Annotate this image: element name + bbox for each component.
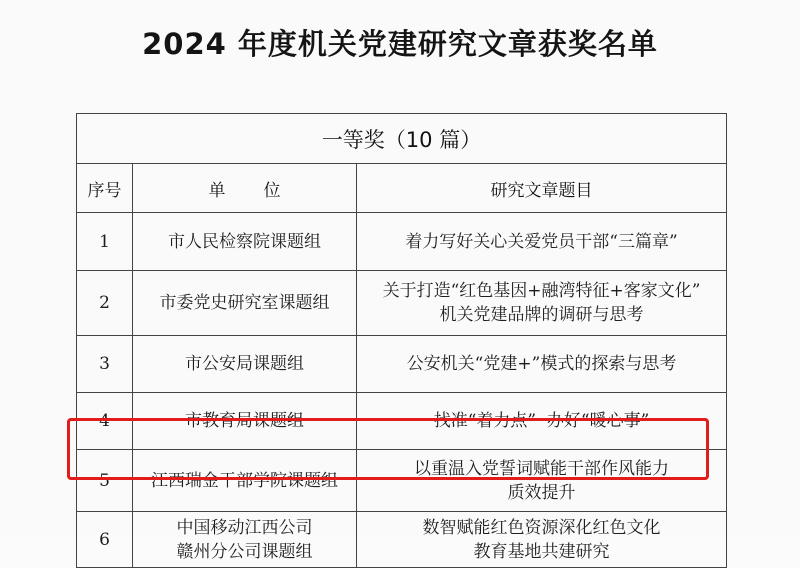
row-topic-line: 关于打造“红色基因+融湾特征+客家文化” xyxy=(382,281,701,301)
header-unit xyxy=(133,164,357,213)
row-unit-line: 市公安局课题组 xyxy=(185,354,304,374)
row-topic-line: 教育基地共建研究 xyxy=(473,541,610,562)
row-topic xyxy=(357,213,727,271)
row-unit-line: 赣州分公司课题组 xyxy=(176,541,313,562)
table-header-row xyxy=(77,164,727,213)
header-unit-label: 单位 xyxy=(208,180,319,201)
row-seq: 2 xyxy=(77,271,133,336)
row-topic-line: 找准“着力点” 办好“暖心事” xyxy=(433,411,650,431)
row-unit xyxy=(133,271,357,336)
row-seq: 1 xyxy=(77,213,133,271)
table-row xyxy=(77,213,727,271)
row-unit xyxy=(133,336,357,393)
header-topic: 研究文章题目 xyxy=(357,164,727,213)
row-unit-line: 市委党史研究室课题组 xyxy=(159,293,330,313)
row-topic xyxy=(357,512,727,568)
page-title: 2024 年度机关党建研究文章获奖名单 xyxy=(142,27,658,61)
row-unit-line: 市教育局课题组 xyxy=(185,411,304,431)
row-topic-line: 以重温入党誓词赋能干部作风能力 xyxy=(414,458,670,479)
award-table xyxy=(76,113,727,568)
row-seq: 3 xyxy=(77,336,133,393)
row-unit-line: 市人民检察院课题组 xyxy=(168,231,321,252)
table-row xyxy=(77,336,727,393)
row-unit-line: 中国移动江西公司 xyxy=(176,517,313,538)
row-topic-line: 机关党建品牌的调研与思考 xyxy=(439,305,644,325)
header-seq: 序号 xyxy=(77,164,133,213)
row-topic xyxy=(357,336,727,393)
row-seq: 5 xyxy=(77,450,133,512)
award-level-caption: 一等奖（10 篇） xyxy=(77,114,727,164)
row-unit xyxy=(133,213,357,271)
row-seq: 6 xyxy=(77,512,133,568)
table-row xyxy=(77,271,727,336)
row-topic xyxy=(357,271,727,336)
row-topic-line: 质效提升 xyxy=(507,482,576,503)
row-topic-line: 数智赋能红色资源深化红色文化 xyxy=(422,517,661,538)
highlight-box xyxy=(67,418,709,480)
row-topic-line: 公安机关“党建+”模式的探索与思考 xyxy=(406,354,677,374)
row-seq: 4 xyxy=(77,393,133,450)
table-row xyxy=(77,512,727,568)
row-unit xyxy=(133,512,357,568)
award-level-row xyxy=(77,114,727,164)
row-topic-line: 着力写好关心关爱党员干部“三篇章” xyxy=(405,231,678,252)
row-unit-line: 江西瑞金干部学院课题组 xyxy=(151,470,338,491)
